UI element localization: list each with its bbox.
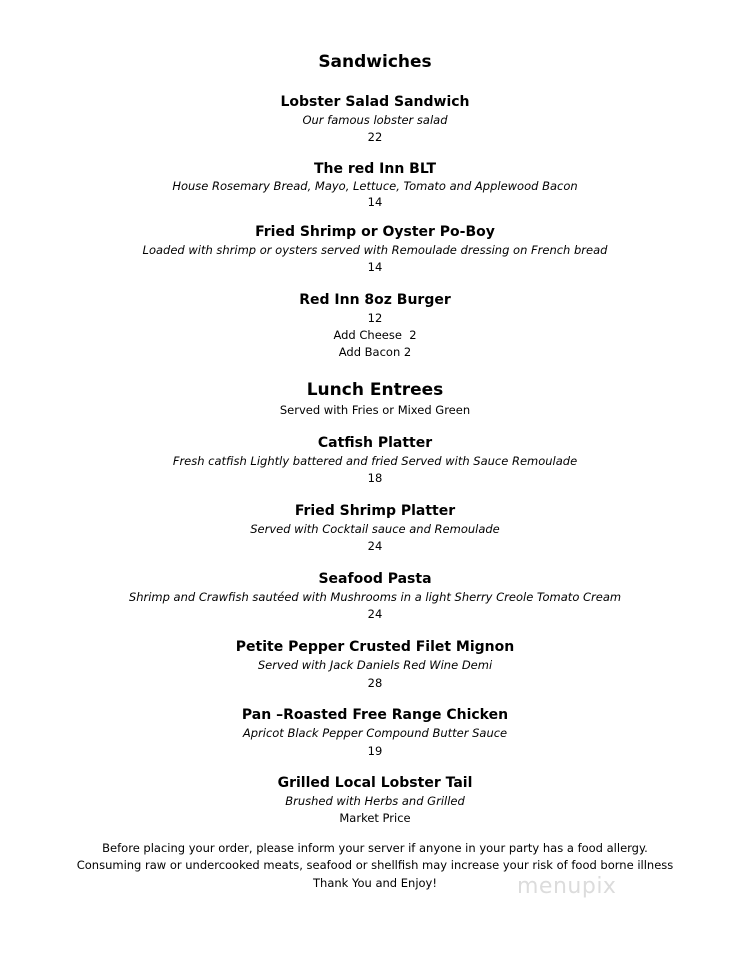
item-price: 24 — [367, 607, 383, 621]
thank-you-text: Thank You and Enjoy! — [313, 876, 437, 890]
item-price: 18 — [367, 471, 383, 485]
item-description: Apricot Black Pepper Compound Butter Sauce — [242, 726, 508, 740]
item-name: Petite Pepper Crusted Filet Mignon — [235, 639, 515, 655]
item-name: Pan –Roasted Free Range Chicken — [241, 707, 509, 723]
item-name: Red Inn 8oz Burger — [299, 292, 451, 308]
item-addon: Add Bacon 2 — [338, 345, 412, 359]
section-title-lunch-entrees: Lunch Entrees — [306, 380, 444, 400]
consumption-warning: Consuming raw or undercooked meats, seafood or shellfish may increase your risk of food borne illness — [76, 858, 674, 872]
item-name: Lobster Salad Sandwich — [280, 94, 470, 110]
item-price: 19 — [367, 744, 383, 758]
item-description: Served with Jack Daniels Red Wine Demi — [257, 658, 493, 672]
item-description: Served with Cocktail sauce and Remoulade — [250, 522, 500, 536]
item-description: Brushed with Herbs and Grilled — [285, 794, 465, 808]
item-name: Fried Shrimp Platter — [294, 503, 456, 519]
item-price: 28 — [367, 676, 383, 690]
item-name: Fried Shrimp or Oyster Po-Boy — [255, 224, 495, 240]
item-description: Fresh catfish Lightly battered and fried Served with Sauce Remoulade — [172, 454, 578, 468]
item-price: Market Price — [339, 811, 411, 825]
item-description: Shrimp and Crawfish sautéed with Mushrooms in a light Sherry Creole Tomato Cream — [128, 590, 622, 604]
item-price: 14 — [367, 195, 383, 209]
item-name: Grilled Local Lobster Tail — [277, 775, 473, 791]
item-name: The red Inn BLT — [313, 161, 437, 177]
item-price: 12 — [367, 311, 383, 325]
item-description: Our famous lobster salad — [302, 113, 448, 127]
item-name: Catfish Platter — [317, 435, 433, 451]
section-subtitle: Served with Fries or Mixed Green — [279, 403, 471, 417]
item-price: 22 — [367, 130, 383, 144]
item-name: Seafood Pasta — [318, 571, 432, 587]
item-price: 24 — [367, 539, 383, 553]
section-title-sandwiches: Sandwiches — [318, 52, 432, 72]
menupix-watermark: menupix — [517, 874, 617, 899]
allergy-notice: Before placing your order, please inform your server if anyone in your party has a food allergy. — [102, 841, 648, 855]
item-description: Loaded with shrimp or oysters served with Remoulade dressing on French bread — [142, 243, 608, 257]
item-price: 14 — [367, 260, 383, 274]
item-addon: Add Cheese 2 — [333, 328, 417, 342]
item-description: House Rosemary Bread, Mayo, Lettuce, Tomato and Applewood Bacon — [172, 179, 578, 193]
